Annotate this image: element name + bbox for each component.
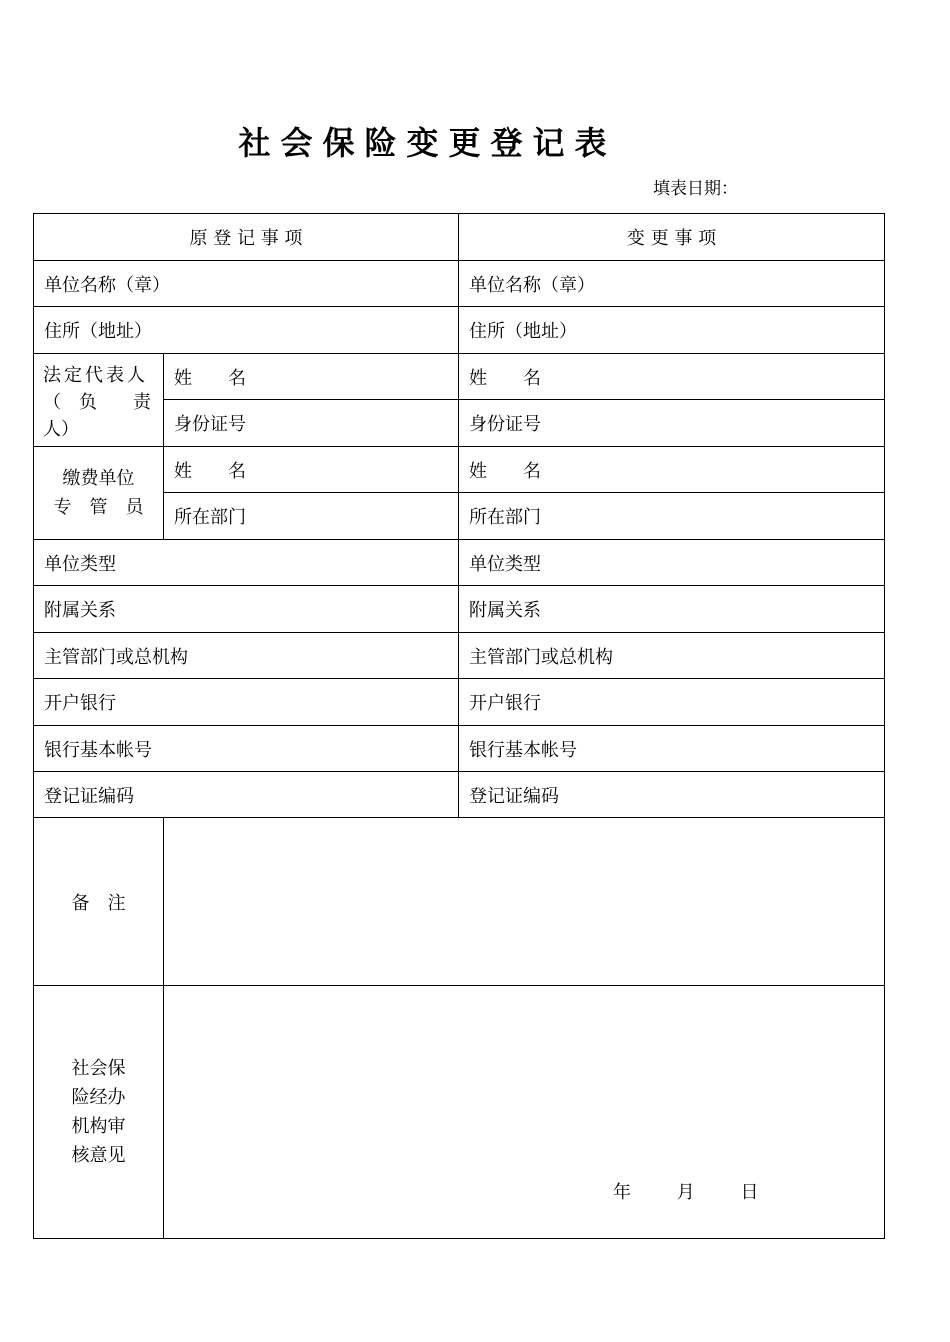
review-opinion-label: 社会保 险经办 机构审 核意见 — [34, 986, 164, 1238]
changed-header: 变 更 事 项 — [459, 214, 884, 261]
fill-date-label: 填表日期： — [653, 179, 738, 199]
original-unit-name[interactable]: 单位名称（章） — [34, 261, 459, 307]
original-unit-type[interactable]: 单位类型 — [34, 540, 459, 586]
form-title: 社会保险变更登记表 — [238, 124, 617, 162]
changed-cert-code[interactable]: 登记证编码 — [459, 772, 884, 818]
month-label: 月 — [676, 1182, 695, 1203]
changed-bank[interactable]: 开户银行 — [459, 679, 884, 726]
original-cert-code[interactable]: 登记证编码 — [34, 772, 459, 818]
review-opinion-field[interactable] — [164, 986, 884, 1238]
payer-manager-label: 缴费单位 专 管 员 — [34, 447, 164, 540]
changed-legal-rep-name[interactable]: 姓 名 — [459, 354, 884, 400]
original-header: 原 登 记 事 项 — [34, 214, 459, 261]
remarks-label: 备 注 — [34, 818, 164, 986]
original-manager-department[interactable]: 所在部门 — [164, 493, 459, 540]
day-label: 日 — [740, 1182, 759, 1203]
changed-legal-rep-id[interactable]: 身份证号 — [459, 400, 884, 447]
changed-manager-department[interactable]: 所在部门 — [459, 493, 884, 540]
original-legal-rep-id[interactable]: 身份证号 — [164, 400, 459, 447]
original-supervisor[interactable]: 主管部门或总机构 — [34, 633, 459, 679]
original-address[interactable]: 住所（地址） — [34, 307, 459, 354]
original-bank[interactable]: 开户银行 — [34, 679, 459, 726]
changed-manager-name[interactable]: 姓 名 — [459, 447, 884, 493]
original-bank-account[interactable]: 银行基本帐号 — [34, 726, 459, 772]
remarks-field[interactable] — [164, 818, 884, 986]
original-legal-rep-name[interactable]: 姓 名 — [164, 354, 459, 400]
original-manager-name[interactable]: 姓 名 — [164, 447, 459, 493]
review-date — [613, 1178, 758, 1204]
changed-unit-type[interactable]: 单位类型 — [459, 540, 884, 586]
changed-supervisor[interactable]: 主管部门或总机构 — [459, 633, 884, 679]
changed-bank-account[interactable]: 银行基本帐号 — [459, 726, 884, 772]
legal-representative-label: 法定代表人 （ 负 责 人） — [34, 354, 164, 447]
year-label: 年 — [613, 1182, 631, 1203]
changed-address[interactable]: 住所（地址） — [459, 307, 884, 354]
original-affiliation[interactable]: 附属关系 — [34, 586, 459, 633]
changed-affiliation[interactable]: 附属关系 — [459, 586, 884, 633]
changed-unit-name[interactable]: 单位名称（章） — [459, 261, 884, 307]
registration-table — [33, 213, 885, 1239]
